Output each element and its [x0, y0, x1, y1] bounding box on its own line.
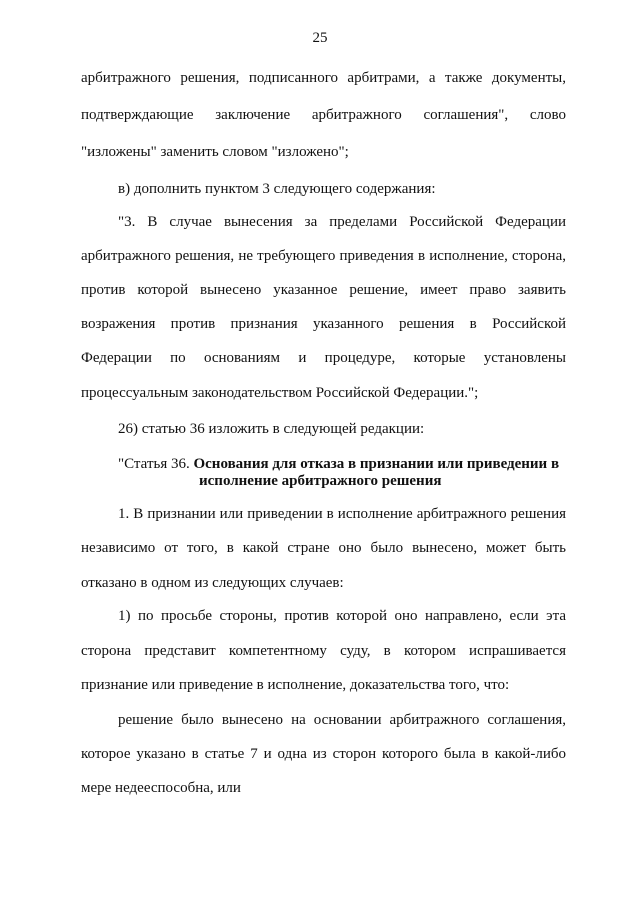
text-line: признание или приведение в исполнение, доказательства того, что: [81, 677, 510, 693]
text-line: арбитражного решения, не требующего приведения в исполнение, сторона, [81, 248, 566, 264]
text-line: Федерации по основаниям и процедуре, которые установлены [81, 350, 566, 366]
text-line: 1. В признании или приведении в исполнение арбитражного решения [118, 506, 566, 522]
text-line: независимо от того, в какой стране оно было вынесено, может быть [81, 540, 566, 556]
text-line: "изложены" заменить словом "изложено"; [81, 144, 349, 160]
article-number: "Статья 36. [118, 456, 190, 472]
text-line: возражения против признания указанного решения в Российской [81, 316, 566, 332]
text-line: процессуальным законодательством Российской Федерации."; [81, 385, 479, 401]
article-title-line-2: исполнение арбитражного решения [199, 473, 442, 489]
text-line: против которой вынесено указанное решение, имеет право заявить [81, 282, 566, 298]
text-line: в) дополнить пунктом 3 следующего содержания: [118, 181, 436, 197]
text-line: 26) статью 36 изложить в следующей редакции: [118, 421, 425, 437]
text-line: мере недееспособна, или [81, 780, 241, 796]
text-line: арбитражного решения, подписанного арбитрами, а также документы, [81, 70, 566, 86]
text-line: подтверждающие заключение арбитражного соглашения", слово [81, 107, 566, 123]
text-line: 1) по просьбе стороны, против которой оно направлено, если эта [118, 608, 566, 624]
text-line: "3. В случае вынесения за пределами Российской Федерации [118, 214, 566, 230]
text-line: отказано в одном из следующих случаев: [81, 575, 344, 591]
text-line: которое указано в статье 7 и одна из сторон которого была в какой-либо [81, 746, 566, 762]
page-number: 25 [312, 30, 328, 46]
text-line: сторона представит компетентному суду, в котором испрашивается [81, 643, 566, 659]
article-title-line-1: Основания для отказа в признании или приведении в [193, 456, 560, 472]
text-line: решение было вынесено на основании арбитражного соглашения, [118, 712, 566, 728]
article-heading [118, 455, 559, 473]
